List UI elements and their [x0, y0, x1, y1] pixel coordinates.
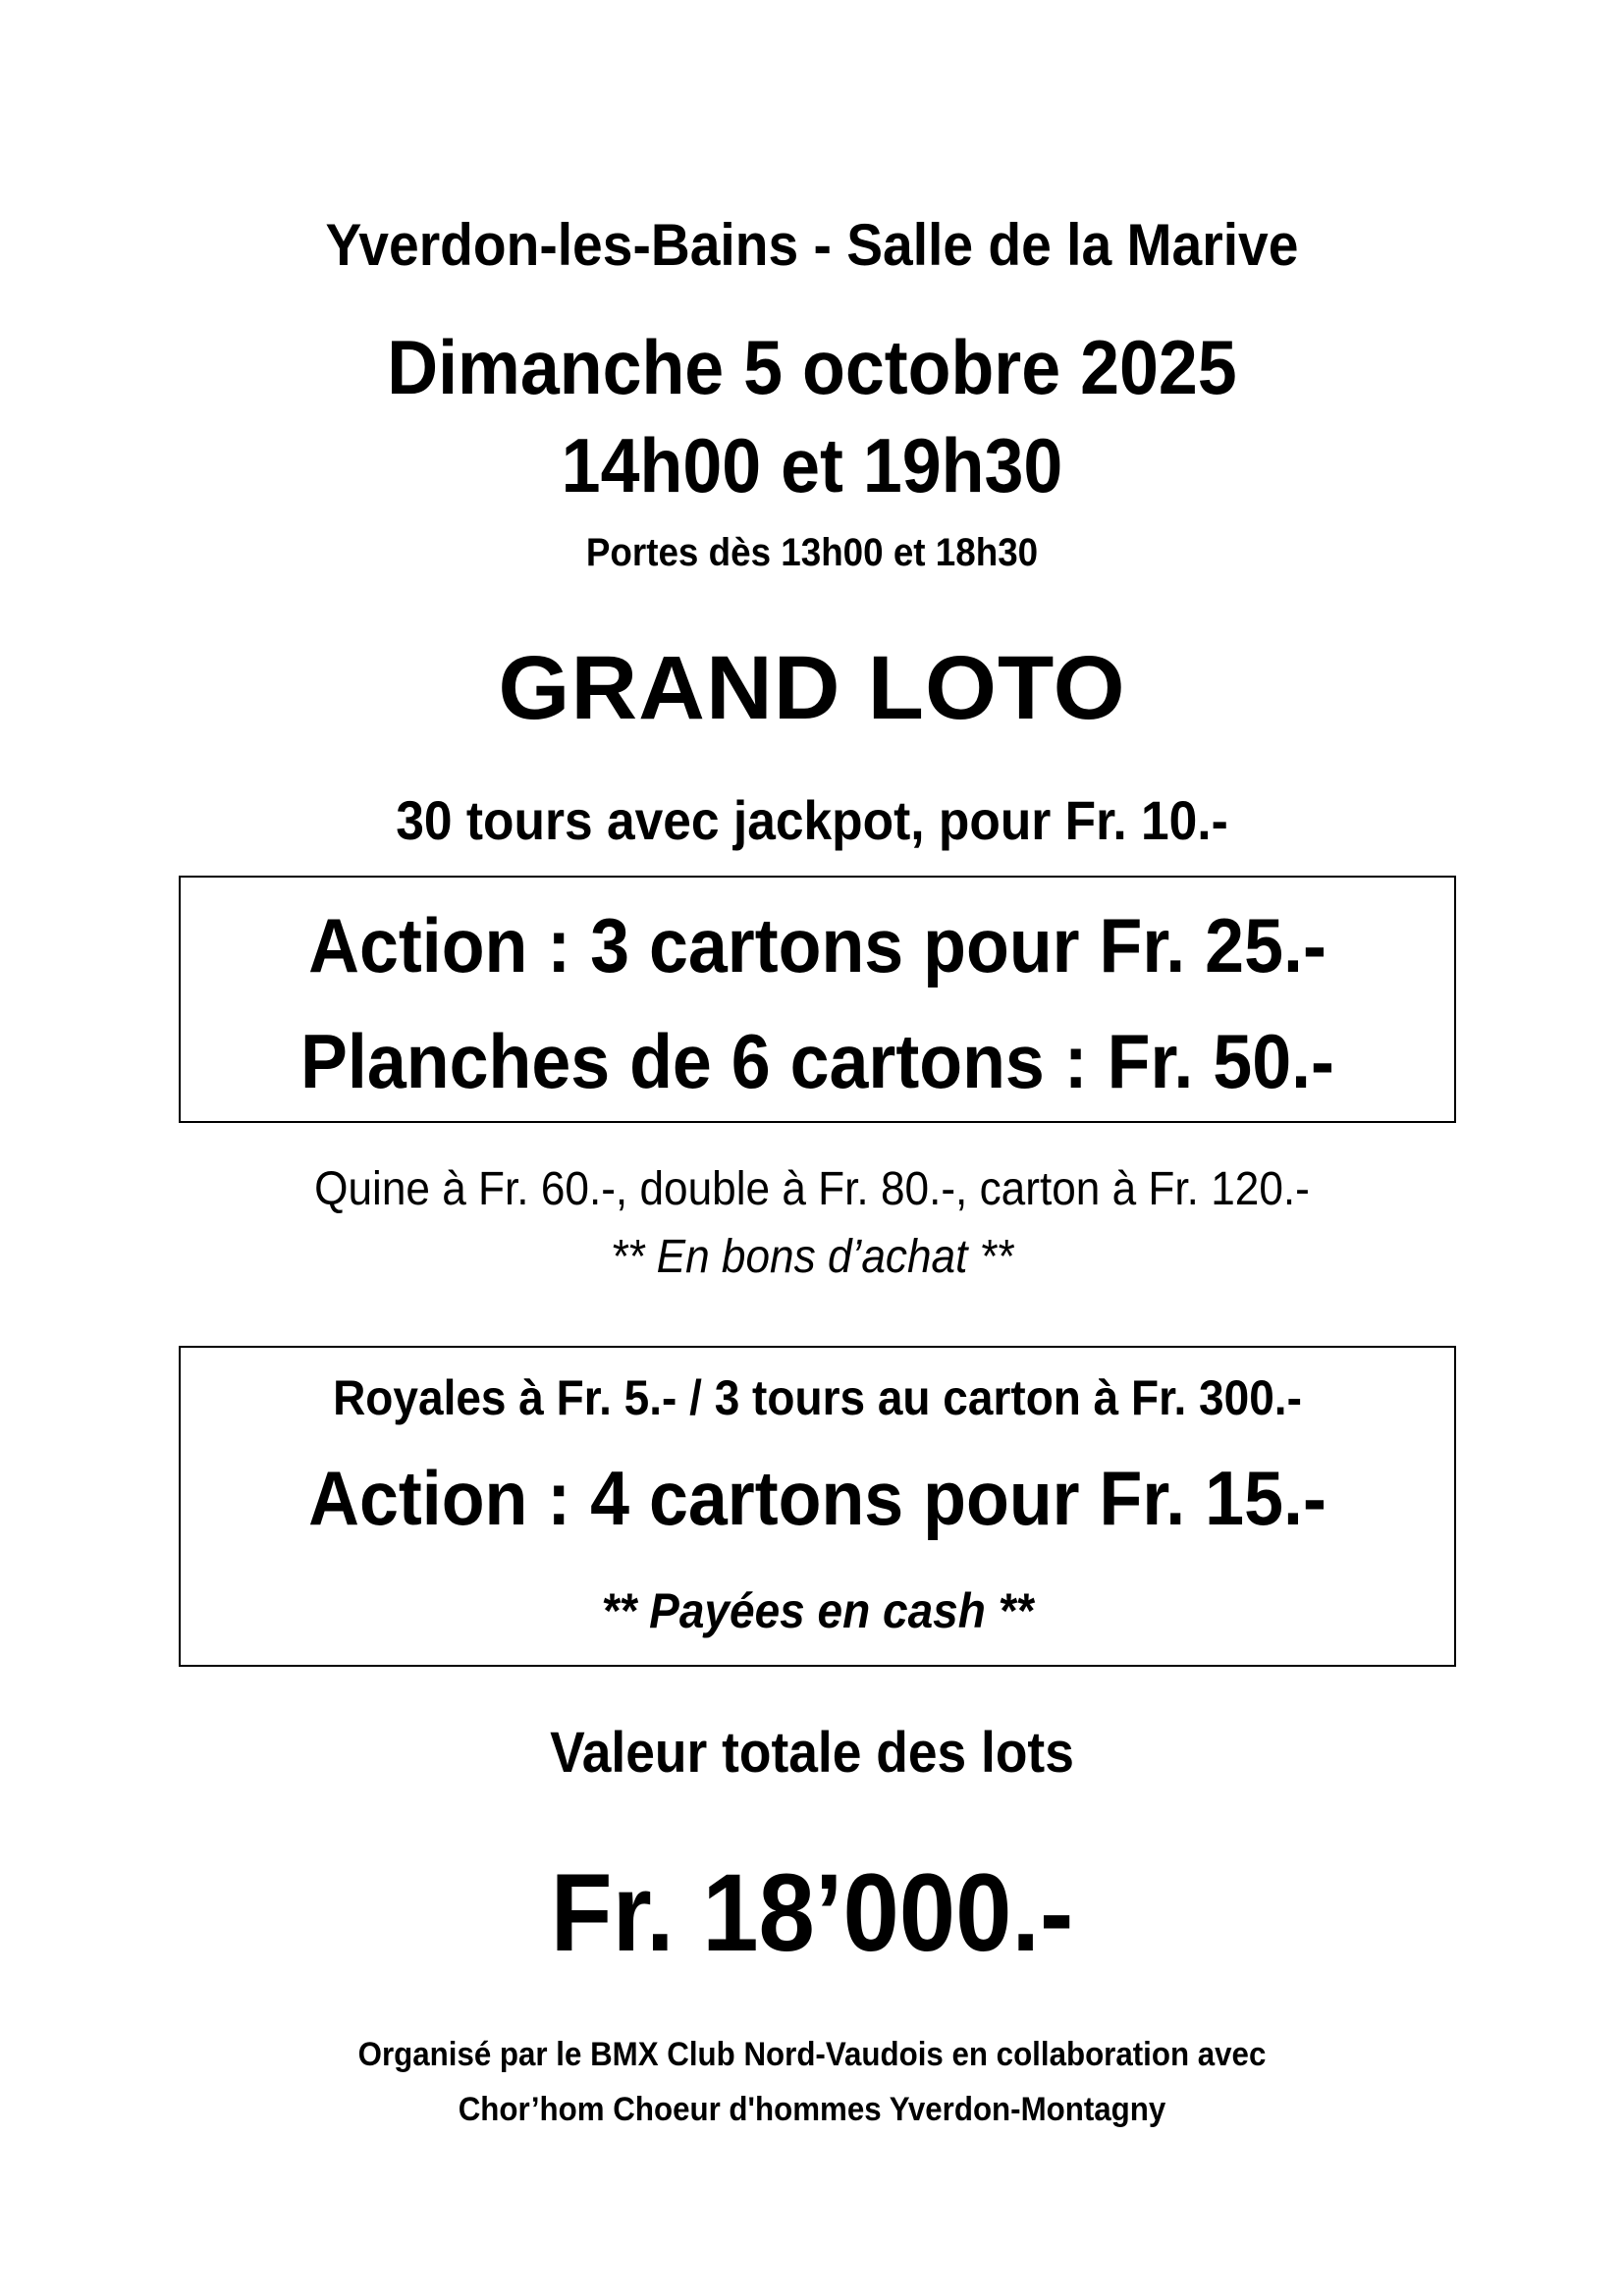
total-label: Valeur totale des lots: [550, 1721, 1074, 1785]
action-3-cartons: Action : 3 cartons pour Fr. 25.-: [308, 902, 1326, 988]
poster-title: GRAND LOTO: [498, 638, 1126, 738]
organizer-line-1: Organisé par le BMX Club Nord-Vaudois en collaboration avec: [357, 2036, 1267, 2073]
location-heading: Yverdon-les-Bains - Salle de la Marive: [325, 212, 1299, 278]
action-box-1: [179, 876, 1456, 1123]
planches-6-cartons: Planches de 6 cartons : Fr. 50.-: [300, 1018, 1334, 1104]
organizer-line-2: Chor’hom Choeur d'hommes Yverdon-Montagny: [458, 2091, 1166, 2128]
vouchers-note: ** En bons d’achat **: [610, 1231, 1013, 1283]
royales-info: Royales à Fr. 5.- / 3 tours au carton à Fr. 300.-: [333, 1370, 1302, 1425]
royales-box: [179, 1346, 1456, 1667]
cash-note: ** Payées en cash **: [601, 1583, 1034, 1638]
prize-values: Quine à Fr. 60.-, double à Fr. 80.-, carton à Fr. 120.-: [314, 1163, 1310, 1215]
event-times: 14h00 et 19h30: [561, 422, 1063, 508]
doors-time: Portes dès 13h00 et 18h30: [585, 531, 1039, 574]
event-date: Dimanche 5 octobre 2025: [387, 324, 1237, 410]
tours-info: 30 tours avec jackpot, pour Fr. 10.-: [396, 789, 1228, 851]
total-value: Fr. 18’000.-: [550, 1851, 1074, 1974]
action-4-cartons: Action : 4 cartons pour Fr. 15.-: [308, 1455, 1326, 1541]
